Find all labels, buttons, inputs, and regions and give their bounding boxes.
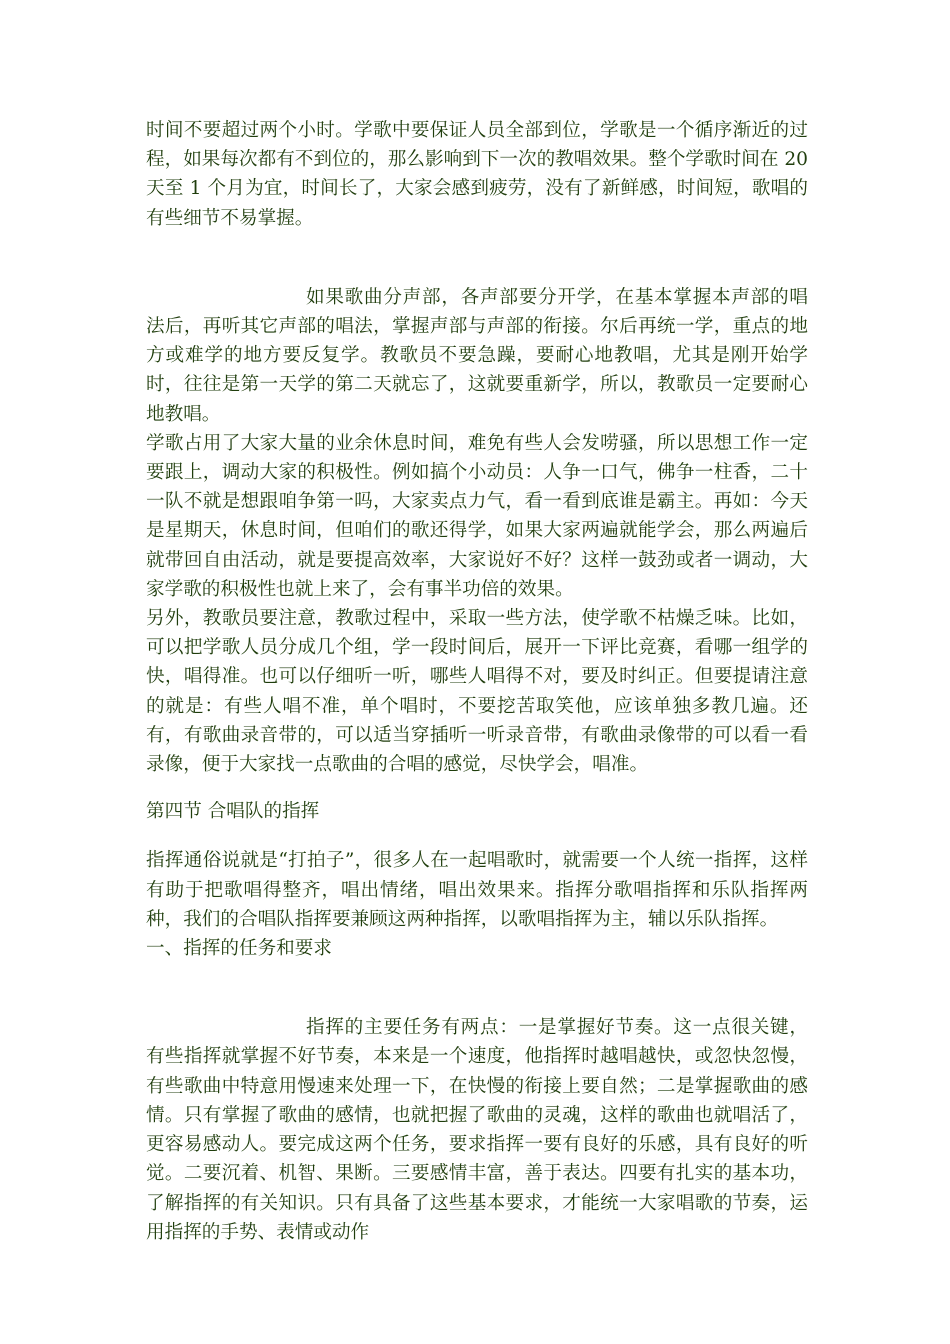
document-page <box>146 116 808 1247</box>
subheading: 一、指挥的任务和要求 <box>146 938 332 960</box>
section-heading: 第四节 合唱队的指挥 <box>146 801 320 823</box>
spacer <box>146 826 808 846</box>
paragraph-conductor-tasks: 指挥的主要任务有两点：一是掌握好节奏。这一点很关键，有些指挥就掌握不好节奏，本来是一个速度，他指挥时越唱越快，或忽快忽慢，有些歌曲中特意用慢速来处理一下，在快慢的衔接上要自然；二是掌握歌曲的感情。只有掌握了歌曲的感情，也就把握了歌曲的灵魂，这样的歌曲也就唱活了，更容易感动人。要完成这两个任务，要求指挥一要有良好的乐感，具有良好的听觉。二要沉着、机智、果断。三要感情丰富，善于表达。四要有扎实的基本功，了解指挥的有关知识。只有具备了这些基本要求，才能统一大家唱歌的节奏，运用指挥的手势、表情或动作 <box>146 1017 808 1243</box>
paragraph-voice-parts: 如果歌曲分声部，各声部要分开学，在基本掌握本声部的唱法后，再听其它声部的唱法，掌握声部与声部的衔接。尔后再统一学，重点的地方或难学的地方要反复学。教歌员不要急躁，要耐心地教唱，尤其是刚开始学时，往往是第一天学的第二天就忘了，这就要重新学，所以，教歌员一定要耐心地教唱。 <box>146 286 808 425</box>
spacer <box>146 963 808 1013</box>
paragraph-teaching-methods: 另外，教歌员要注意，教歌过程中，采取一些方法，使学歌不枯燥乏味。比如，可以把学歌人员分成几个组，学一段时间后，展开一下评比竞赛，看哪一组学的快，唱得准。也可以仔细听一听，哪些人唱得不对，要及时纠正。但要提请注意的就是：有些人唱不准，单个唱时，不要挖苦取笑他，应该单独多教几遍。还有，有歌曲录音带的，可以适当穿插听一听录音带，有歌曲录像带的可以看一看录像，便于大家找一点歌曲的合唱的感觉，尽快学会，唱准。 <box>146 608 808 776</box>
spacer <box>146 779 808 797</box>
paragraph-conductor-intro: 指挥通俗说就是“打拍子”，很多人在一起唱歌时，就需要一个人统一指挥，这样有助于把歌唱得整齐，唱出情绪，唱出效果来。指挥分歌唱指挥和乐队指挥两种，我们的合唱队指挥要兼顾这两种指挥，以歌唱指挥为主，辅以乐队指挥。 <box>146 850 808 930</box>
paragraph-study-time: 时间不要超过两个小时。学歌中要保证人员全部到位，学歌是一个循序渐近的过程，如果每次都有不到位的，那么影响到下一次的教唱效果。整个学歌时间在 20 天至 1 个月为宜，时间长了，大家会感到疲劳，没有了新鲜感，时间短，歌唱的有些细节不易掌握。 <box>146 120 808 229</box>
spacer <box>146 233 808 283</box>
paragraph-motivation: 学歌占用了大家大量的业余休息时间，难免有些人会发唠骚，所以思想工作一定要跟上，调动大家的积极性。例如搞个小动员：人争一口气，佛争一柱香，二十一队不就是想跟咱争第一吗，大家卖点力气，看一看到底谁是霸主。再如：今天是星期天，休息时间，但咱们的歌还得学，如果大家两遍就能学会，那么两遍后就带回自由活动，就是要提高效率，大家说好不好？这样一鼓劲或者一调动，大家学歌的积极性也就上来了，会有事半功倍的效果。 <box>146 432 808 600</box>
